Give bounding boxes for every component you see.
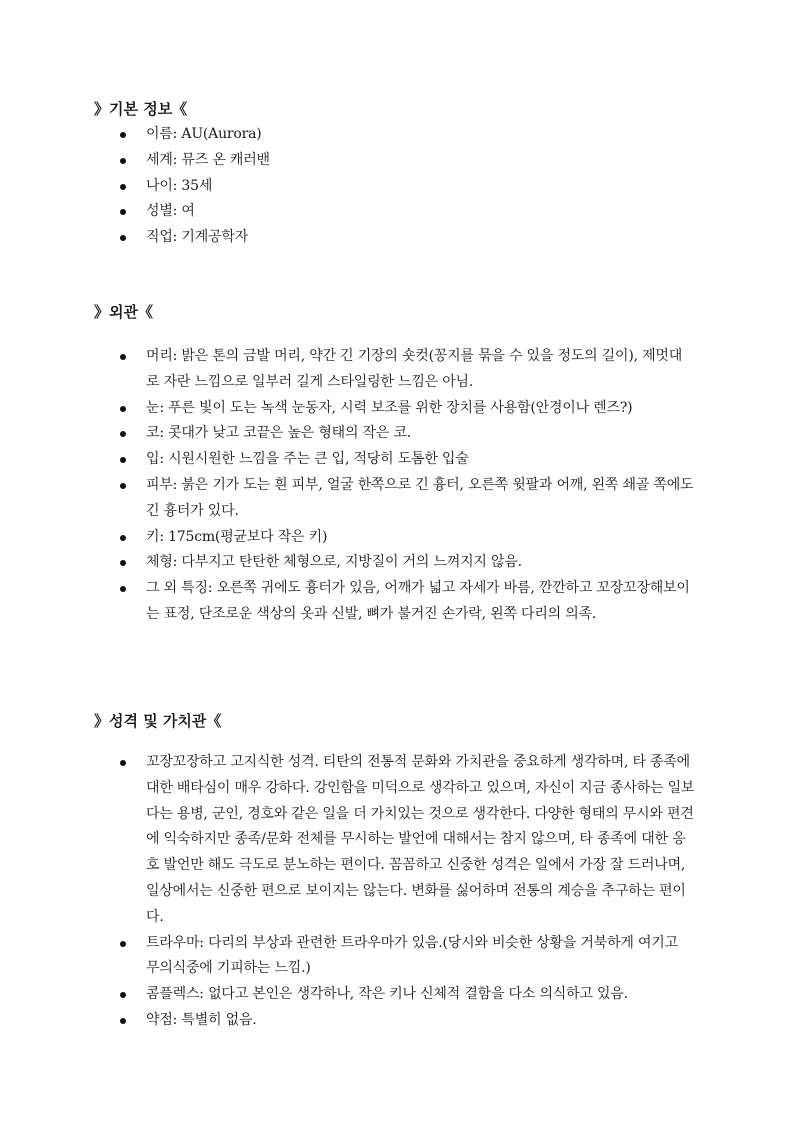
list-item <box>0 525 800 551</box>
bullet-icon <box>120 1018 126 1024</box>
personality-weakness: 약점: 특별히 없음. <box>146 1011 257 1028</box>
bullet-icon <box>120 354 126 360</box>
list-item <box>0 199 800 225</box>
basic-info-gender: 성별: 여 <box>146 203 195 220</box>
bullet-icon <box>120 586 126 592</box>
bullet-icon <box>120 535 126 541</box>
basic-info-job: 직업: 기계공학자 <box>146 229 249 246</box>
bullet-icon <box>120 560 126 566</box>
basic-info-name: 이름: AU(Aurora) <box>146 126 262 142</box>
bullet-icon <box>120 132 126 138</box>
bullet-icon <box>120 992 126 998</box>
appearance-heading: 》외관《 <box>94 303 153 321</box>
list-item <box>0 550 800 576</box>
personality-heading: 》성격 및 가치관《 <box>94 712 222 730</box>
list-item <box>0 576 800 628</box>
appearance-hair: 머리: 밝은 톤의 금발 머리, 약간 긴 기장의 숏컷(꽁지를 묶을 수 있을 정도의 길이), 제멋대로 자란 느낌으로 일부러 길게 스타일링한 느낌은 아님. <box>146 348 683 390</box>
list-item <box>0 148 800 174</box>
personality-main: 꼬장꼬장하고 고지식한 성격. 티탄의 전통적 문화와 가치관을 중요하게 생각하며, 타 종족에 대한 배타심이 매우 강하다. 강인함을 미덕으로 생각하고 있으며, 자신이 지금 종사하는 일보다는 용병, 군인, 경호와 같은 일을 더 가치있는 것으로 생각한다. 다양한 형태의 무시와 편견에 익숙하지만 종족/문화 전체를 무시하는 발언에 대해서는 참지 않으며, 타 종족에 대한 옹호 발언만 해도 극도로 분노하는 편이다. 꼼꼼하고 신중한 성격은 일에서 가장 잘 드러나며, 일상에서는 신중한 편으로 보이지는 않는다. 변화를 싫어하며 전통의 계승을 추구하는 편이다. <box>146 754 695 925</box>
list-item <box>0 421 800 447</box>
appearance-mouth: 입: 시원시원한 느낌을 주는 큰 입, 적당히 도톰한 입술 <box>146 451 469 468</box>
bullet-icon <box>120 406 126 412</box>
appearance-skin: 피부: 붉은 기가 도는 흰 피부, 얼굴 한쪽으로 긴 흉터, 오른쪽 윗팔과 어깨, 왼쪽 쇄골 쪽에도 긴 흉터가 있다. <box>146 476 694 519</box>
basic-info-list <box>0 122 800 251</box>
personality-trauma: 트라우마: 다리의 부상과 관련한 트라우마가 있음.(당시와 비슷한 상황을 거북하게 여기고 무의식중에 기피하는 느낌.) <box>146 934 678 977</box>
personality-list <box>0 750 800 1034</box>
bullet-icon <box>120 431 126 437</box>
bullet-icon <box>120 209 126 215</box>
list-item <box>0 473 800 525</box>
bullet-icon <box>120 457 126 463</box>
bullet-icon <box>120 941 126 947</box>
list-item <box>0 344 800 396</box>
basic-info-heading: 》기본 정보《 <box>94 100 188 118</box>
list-item <box>0 174 800 200</box>
appearance-eyes: 눈: 푸른 빛이 도는 녹색 눈동자, 시력 보조를 위한 장치를 사용함(안경이나 렌즈?) <box>146 399 633 416</box>
list-item <box>0 931 800 983</box>
appearance-body: 체형: 다부지고 탄탄한 체형으로, 지방질이 거의 느껴지지 않음. <box>146 554 522 571</box>
appearance-other: 그 외 특징: 오른쪽 귀에도 흉터가 있음, 어깨가 넓고 자세가 바름, 깐깐하고 꼬장꼬장해보이는 표정, 단조로운 색상의 옷과 신발, 뼈가 불거진 손가락, 왼쪽 다리의 의족. <box>146 580 690 622</box>
list-item <box>0 225 800 251</box>
list-item <box>0 750 800 931</box>
bullet-icon <box>120 235 126 241</box>
list-item <box>0 122 800 148</box>
list-item <box>0 1008 800 1034</box>
personality-complex: 콤플렉스: 없다고 본인은 생각하나, 작은 키나 신체적 결함을 다소 의식하고 있음. <box>146 986 628 1003</box>
appearance-list <box>0 344 800 628</box>
bullet-icon <box>120 158 126 164</box>
basic-info-age: 나이: 35세 <box>146 177 213 194</box>
list-item <box>0 396 800 422</box>
bullet-icon <box>120 760 126 766</box>
basic-info-world: 세계: 뮤즈 온 캐러밴 <box>146 151 270 168</box>
list-item <box>0 447 800 473</box>
appearance-nose: 코: 콧대가 낮고 코끝은 높은 형태의 작은 코. <box>146 425 412 442</box>
bullet-icon <box>120 184 126 190</box>
bullet-icon <box>120 483 126 489</box>
appearance-height: 키: 175cm(평균보다 작은 키) <box>146 528 328 545</box>
list-item <box>0 982 800 1008</box>
